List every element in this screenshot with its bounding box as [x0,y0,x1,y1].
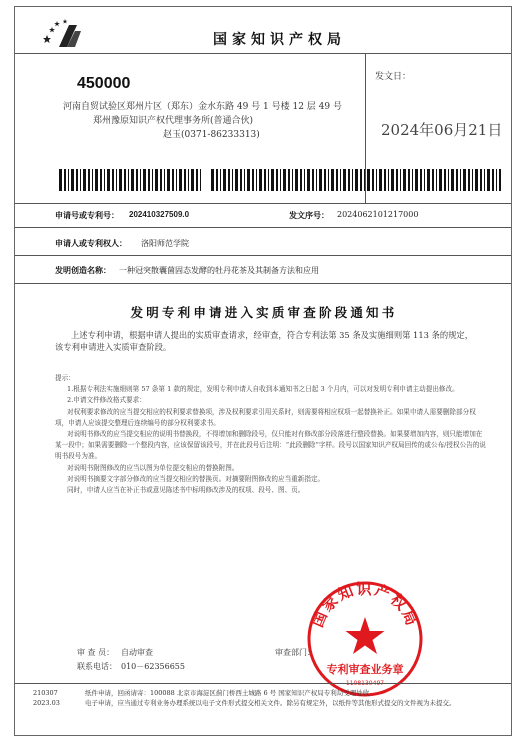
footer-paper-note: 纸件申请，回函请寄：100088 北京市海淀区蓟门桥西土城路 6 号 国家知识产权局专利局受理处收 [85,689,370,697]
document-number-label: 发文序号： [289,211,329,220]
invention-title-value: 一种冠突散囊菌固态发酵的牡丹花茶及其制备方法和应用 [119,266,319,275]
contact-person: 赵玉(0371-86233313) [163,130,260,140]
examiner-label: 审 查 员： [77,648,115,657]
hints-section [55,373,487,496]
cnipa-emblem-icon [41,17,83,51]
form-version: 2023.03 [33,699,60,707]
hint-item: 对说明书附图修改的应当以图为单位提交相应的替换附图。 [67,463,239,472]
applicant-value: 洛阳师范学院 [141,239,189,248]
department-label: 审查部门： [275,648,315,657]
office-name: 国家知识产权局 [213,32,346,48]
hint-item: 对说明书摘要文字部分修改的应当提交相应的替换页。对摘要附图修改的应当重新指定。 [67,474,325,483]
phone-label: 联系电话： [77,662,117,671]
application-number-value: 202410327509.0 [129,210,190,219]
notice-document [14,6,512,736]
hint-item: 1.根据专利法实施细则第 57 条第 1 款的规定，发明专利申请人自收到本通知书之日起 3 个月内，可以对发明专利申请主动提出修改。 [67,385,459,394]
notice-paragraph: 上述专利申请，根据申请人提出的实质审查请求，经审查，符合专利法第 35 条及实施细则第 113 条的规定，该专利申请进入实质审查阶段。 [55,330,474,352]
svg-text:国家知识产权局: 国家知识产权局 [308,579,422,630]
examiner-value: 自动审查 [121,648,153,657]
barcode-right [211,169,501,191]
agency-name: 郑州豫原知识产权代理事务所(普通合伙) [93,116,254,126]
form-code: 210307 [33,689,58,697]
hint-item: 对权利要求修改的应当提交相应的权利要求替换项，涉及权利要求引用关系时，则需要将相应权项一起替换补正。如果申请人需要删除部分权项，申请人应该提交整理后连续编号的部分权利要求书。 [55,407,476,427]
application-number-label: 申请号或专利号： [55,211,119,220]
footer-electronic-note: 电子申请，应当通过专利业务办理系统以电子文件形式提交相关文件。除另有规定外，以纸件等其他形式提交的文件视为未提交。 [85,699,456,707]
hint-item: 同时，申请人应当在补正书或意见陈述书中标明修改涉及的权项、段号、图、页。 [67,486,305,495]
hint-item: 2.申请文件修改格式要求： [67,396,146,405]
document-number-value: 2024062101217000 [337,210,419,219]
send-date-value: 2024年06月21日 [381,121,503,139]
invention-title-label: 发明创造名称： [55,266,111,275]
hint-item: 对说明书修改的应当提交相应的说明书替换段，不得增加和删除段号，仅只能对有修改部分段落进行整段替换。如果要增加内容，则只能增加在某一段中；如果需要删除一个整段内容，应该保留该段号，并在此段号后注明：“此段删除”字样。段号以国家知识产权局回传的或公布/授权公告的说明书段号为准。 [55,430,486,461]
svg-text:1108130497: 1108130497 [345,680,385,687]
official-seal-stamp [305,579,425,699]
phone-value: 010－62356655 [121,662,185,671]
postcode: 450000 [77,75,131,92]
applicant-label: 申请人或专利权人： [55,239,127,248]
hints-heading: 提示： [55,374,75,382]
barcode-left [59,169,201,191]
svg-text:专利审查业务章: 专利审查业务章 [326,663,404,676]
notice-title: 发明专利申请进入实质审查阶段通知书 [130,305,398,320]
send-date-label: 发文日： [375,72,412,82]
address-line: 河南自贸试验区郑州片区（郑东）金水东路 49 号 1 号楼 12 层 49 号 [63,102,342,112]
